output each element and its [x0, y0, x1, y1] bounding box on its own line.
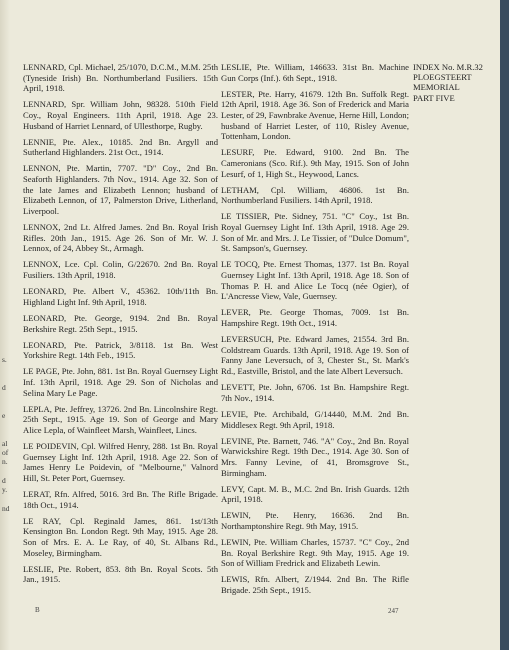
memorial-entry: LENNOX, 2nd Lt. Alfred James. 2nd Bn. Royal Irish Rifles. 20th Jan., 1915. Age 26. Son of Mr. W. J. Lennox, of 24, Abbey St., Armagh. [23, 222, 218, 254]
margin-fragment: al [2, 438, 8, 448]
memorial-entry: LETHAM, Cpl. William, 46806. 1st Bn. Northumberland Fusiliers. 14th April, 1918. [221, 184, 409, 206]
memorial-entry: LESTER, Pte. Harry, 41679. 12th Bn. Suffolk Regt. 12th April, 1918. Age 36. Son of Frederick and Maria Lester, of 29, Fawnbrake Avenue, Herne Hill, London; husband of Harriet Lester, of 110, Risley Avenue, Tottenham, London. [221, 88, 409, 142]
memorial-entry: LENNARD, Cpl. Michael, 25/1070, D.C.M., M.M. 25th (Tyneside Irish) Bn. Northumberland Fusiliers. 15th April, 1918. [23, 62, 218, 94]
facing-page-edge [0, 0, 10, 650]
margin-fragment: y. [2, 485, 8, 495]
memorial-entry: LEVIE, Pte. Archibald, G/14440, M.M. 2nd Bn. Middlesex Regt. 9th April, 1918. [221, 408, 409, 430]
memorial-entry: LEONARD, Pte. George, 9194. 2nd Bn. Royal Berkshire Regt. 25th Sept., 1915. [23, 312, 218, 334]
memorial-entry: LE TISSIER, Pte. Sidney, 751. "C" Coy., 1st Bn. Royal Guernsey Light Inf. 13th April, 1918. Age 29. Son of Mr. and Mrs. J. Le Tissier, of "Dulce Domum", St. Sampson's, Guernsey. [221, 211, 409, 254]
memorial-entry: LERAT, Rfn. Alfred, 5016. 3rd Bn. The Rifle Brigade. 18th Oct., 1914. [23, 489, 218, 510]
margin-fragment [2, 420, 12, 429]
header-memorial-label: MEMORIAL [413, 82, 460, 93]
margin-fragment [2, 401, 12, 410]
margin-fragment [2, 494, 12, 503]
margin-fragment: of [2, 447, 9, 457]
memorial-entry: LE POIDEVIN, Cpl. Wilfred Henry, 288. 1st Bn. Royal Guernsey Light Inf. 12th April, 1918. Age 22. Son of James Henry Le Poidevin, of "Melbourne," Valnord Hill, St. Peter Port, Guernsey. [23, 440, 218, 483]
memorial-entry: LEWIS, Rfn. Albert, Z/1944. 2nd Bn. The Rifle Brigade. 25th Sept., 1915. [221, 574, 409, 596]
memorial-entry: LESLIE, Pte. William, 146633. 31st Bn. Machine Gun Corps (Inf.). 6th Sept., 1918. [221, 62, 409, 83]
memorial-entry: LENNARD, Spr. William John, 98328. 510th Field Coy., Royal Engineers. 11th April, 1918. Age 23. Husband of Harriet Lennard, of Ullesthorpe, Rugby. [23, 99, 218, 131]
memorial-entry: LEVY, Capt. M. B., M.C. 2nd Bn. Irish Guards. 12th April, 1918. [221, 483, 409, 505]
left-column [23, 62, 218, 590]
memorial-entry: LEWIN, Pte. Henry, 16636. 2nd Bn. Northamptonshire Regt. 9th May, 1915. [221, 510, 409, 531]
memorial-entry: LESURF, Pte. Edward, 9100. 2nd Bn. The Cameronians (Sco. Rif.). 9th May, 1915. Son of John Lesurf, of 1, High St., Heywood, Lancs. [221, 147, 409, 179]
margin-fragment: n. [2, 457, 8, 467]
memorial-entry: LEVERSUCH, Pte. Edward James, 21554. 3rd Bn. Coldstream Guards. 13th April, 1918. Age 19. Son of Fanny Jane Leversuch, of 3, Chester St., St. Mark's Rd., Eastville, Bristol, and the late Albert Leversuch. [221, 334, 409, 377]
memorial-entry: LEPLA, Pte. Jeffrey, 13726. 2nd Bn. Lincolnshire Regt. 25th Sept., 1915. Age 19. Son of George and Mary Alice Lepla, of Wainfleet Marsh, Wainfleet, Lincs. [23, 403, 218, 435]
page-number: 247 [388, 607, 399, 615]
margin-fragment [2, 374, 12, 383]
signature-mark: B [35, 606, 41, 614]
margin-fragment: d [2, 382, 6, 392]
memorial-entry: LEONARD, Pte. Albert V., 45362. 10th/11th Bn. Highland Light Inf. 9th April, 1918. [23, 286, 218, 307]
margin-fragment [2, 392, 12, 401]
header-part: PART FIVE [413, 92, 455, 103]
margin-fragment [2, 467, 12, 476]
memorial-entry: LEVER, Pte. George Thomas, 7009. 1st Bn. Hampshire Regt. 19th Oct., 1914. [221, 307, 409, 329]
memorial-entry: LE RAY, Cpl. Reginald James, 861. 1st/13th Kensington Bn. London Regt. 9th May, 1915. Age 28. Son of Mrs. E. A. Le Ray, of 40, St. Albans Rd., Moseley, Birmingham. [23, 515, 218, 558]
memorial-entry: LENNOX, Lce. Cpl. Colin, G/22670. 2nd Bn. Royal Fusiliers. 13th April, 1918. [23, 259, 218, 281]
index-header [413, 62, 498, 103]
margin-fragment: e [2, 410, 6, 420]
margin-fragment: d [2, 475, 6, 485]
memorial-entry: LENNIE, Pte. Alex., 10185. 2nd Bn. Argyll and Sutherland Highlanders. 21st Oct., 1914. [23, 136, 218, 158]
margin-fragment [2, 429, 12, 438]
margin-fragment: s. [2, 355, 7, 364]
memorial-entry: LENNON, Pte. Martin, 7707. "D" Coy., 2nd Bn. Seaforth Highlanders. 7th Nov., 1914. Age 32. Son of the late James and Elizabeth Lennon; husband of Elizabeth Lennon, of 17, Palmerston Drive, Litherland, Liverpool. [23, 163, 218, 217]
margin-fragment: nd [2, 503, 10, 513]
memorial-entry: LEONARD, Pte. Patrick, 3/8118. 1st Bn. West Yorkshire Regt. 14th Feb., 1915. [23, 339, 218, 361]
memorial-entry: LEVETT, Pte. John, 6706. 1st Bn. Hampshire Regt. 7th Nov., 1914. [221, 382, 409, 403]
header-memorial-name: PLOEGSTEERT [413, 72, 472, 83]
memorial-entry: LE PAGE, Pte. John, 881. 1st Bn. Royal Guernsey Light Inf. 13th April, 1918. Age 29. Son of Nicholas and Selina Mary Le Page. [23, 366, 218, 398]
middle-column [221, 62, 409, 601]
memorial-entry: LE TOCQ, Pte. Ernest Thomas, 1377. 1st Bn. Royal Guernsey Light Inf. 13th April, 1918. Age 18. Son of Thomas P. H. and Alice Le Tocq (née Ogier), of L'Ancresse View, Vale, Guernsey. [221, 259, 409, 302]
memorial-entry: LESLIE, Pte. Robert, 853. 8th Bn. Royal Scots. 5th Jan., 1915. [23, 563, 218, 585]
memorial-entry: LEVINE, Pte. Barnett, 746. "A" Coy., 2nd Bn. Royal Warwickshire Regt. 19th Dec., 1914. Age 30. Son of Mrs. Fanny Levine, of 41, Bromsgrove St., Birmingham. [221, 435, 409, 478]
margin-fragment [2, 364, 12, 373]
header-index-number: INDEX No. M.R.32 [413, 62, 483, 72]
facing-page-fragments [2, 355, 12, 513]
memorial-entry: LEWIN, Pte. William Charles, 15737. "C" Coy., 2nd Bn. Royal Berkshire Regt. 9th May, 1915. Age 19. Son of William Fredrick and Elizabeth Lewin. [221, 537, 409, 569]
